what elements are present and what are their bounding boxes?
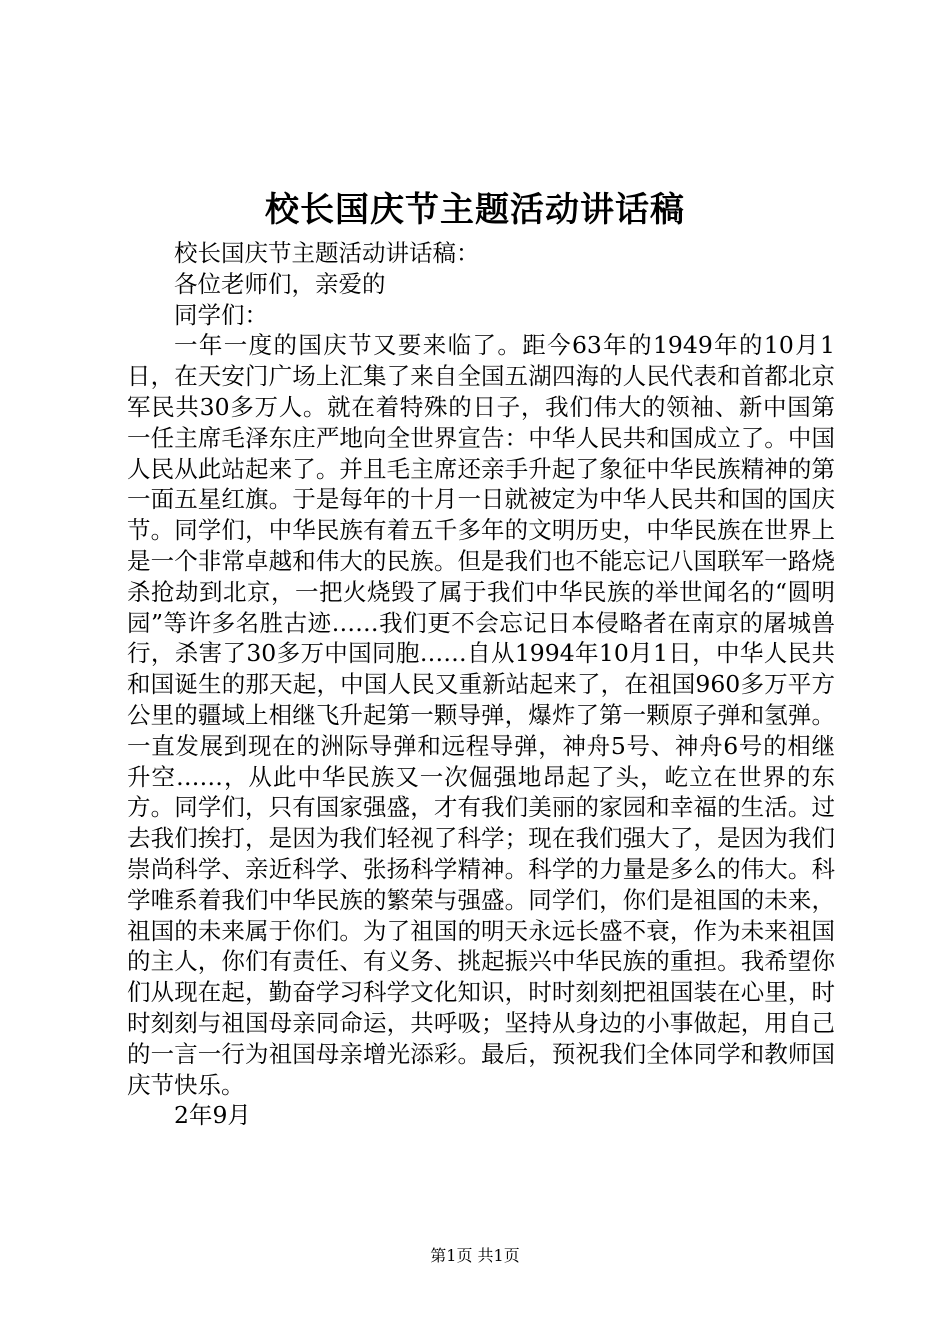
paragraph-main-speech: 一年一度的国庆节又要来临了。距今63年的1949年的10月1日，在天安门广场上汇集了来自全国五湖四海的人民代表和首都北京军民共30多万人。就在着特殊的日子，我们伟大的领袖、新中国第一任主席毛泽东庄严地向全世界宣告：中华人民共和国成立了。中国人民从此站起来了。并且毛主席还亲手升起了象征中华民族精神的第一面五星红旗。于是每年的十月一日就被定为中华人民共和国的国庆节。同学们，中华民族有着五千多年的文明历史，中华民族在世界上是一个非常卓越和伟大的民族。但是我们也不能忘记八国联军一路烧杀抢劫到北京，一把火烧毁了属于我们中华民族的举世闻名的“圆明园”等许多名胜古迹……我们更不会忘记日本侵略者在南京的屠城兽行，杀害了30多万中国同胞……自从1994年10月1日，中华人民共和国诞生的那天起，中国人民又重新站起来了，在祖国960多万平方公里的疆域上相继飞升起第一颗导弹，爆炸了第一颗原子弹和氢弹。一直发展到现在的洲际导弹和远程导弹，神舟5号、神舟6号的相继升空……，从此中华民族又一次倔强地昂起了头，屹立在世界的东方。同学们，只有国家强盛，才有我们美丽的家园和幸福的生活。过去我们挨打，是因为我们轻视了科学；现在我们强大了，是因为我们崇尚科学、亲近科学、张扬科学精神。科学的力量是多么的伟大。科学唯系着我们中华民族的繁荣与强盛。同学们，你们是祖国的未来，祖国的未来属于你们。为了祖国的明天永远长盛不衰，作为未来祖国的主人，你们有责任、有义务、挑起振兴中华民族的重担。我希望你们从现在起，勤奋学习科学文化知识，时时刻刻把祖国装在心里，时时刻刻与祖国母亲同命运，共呼吸；坚持从身边的小事做起，用自己的一言一行为祖国母亲增光添彩。最后，预祝我们全体同学和教师国庆节快乐。 xyxy=(127,331,835,1099)
paragraph-date: 2年9月 xyxy=(174,1101,251,1130)
page-footer: 第1页 共1页 xyxy=(430,1246,520,1265)
paragraph-greeting-students: 同学们： xyxy=(174,300,268,329)
document-body xyxy=(127,238,835,1131)
document-title: 校长国庆节主题活动讲话稿 xyxy=(265,190,685,230)
paragraph-heading-line: 校长国庆节主题活动讲话稿： xyxy=(174,239,480,267)
paragraph-greeting-teachers: 各位老师们，亲爱的 xyxy=(174,269,386,298)
